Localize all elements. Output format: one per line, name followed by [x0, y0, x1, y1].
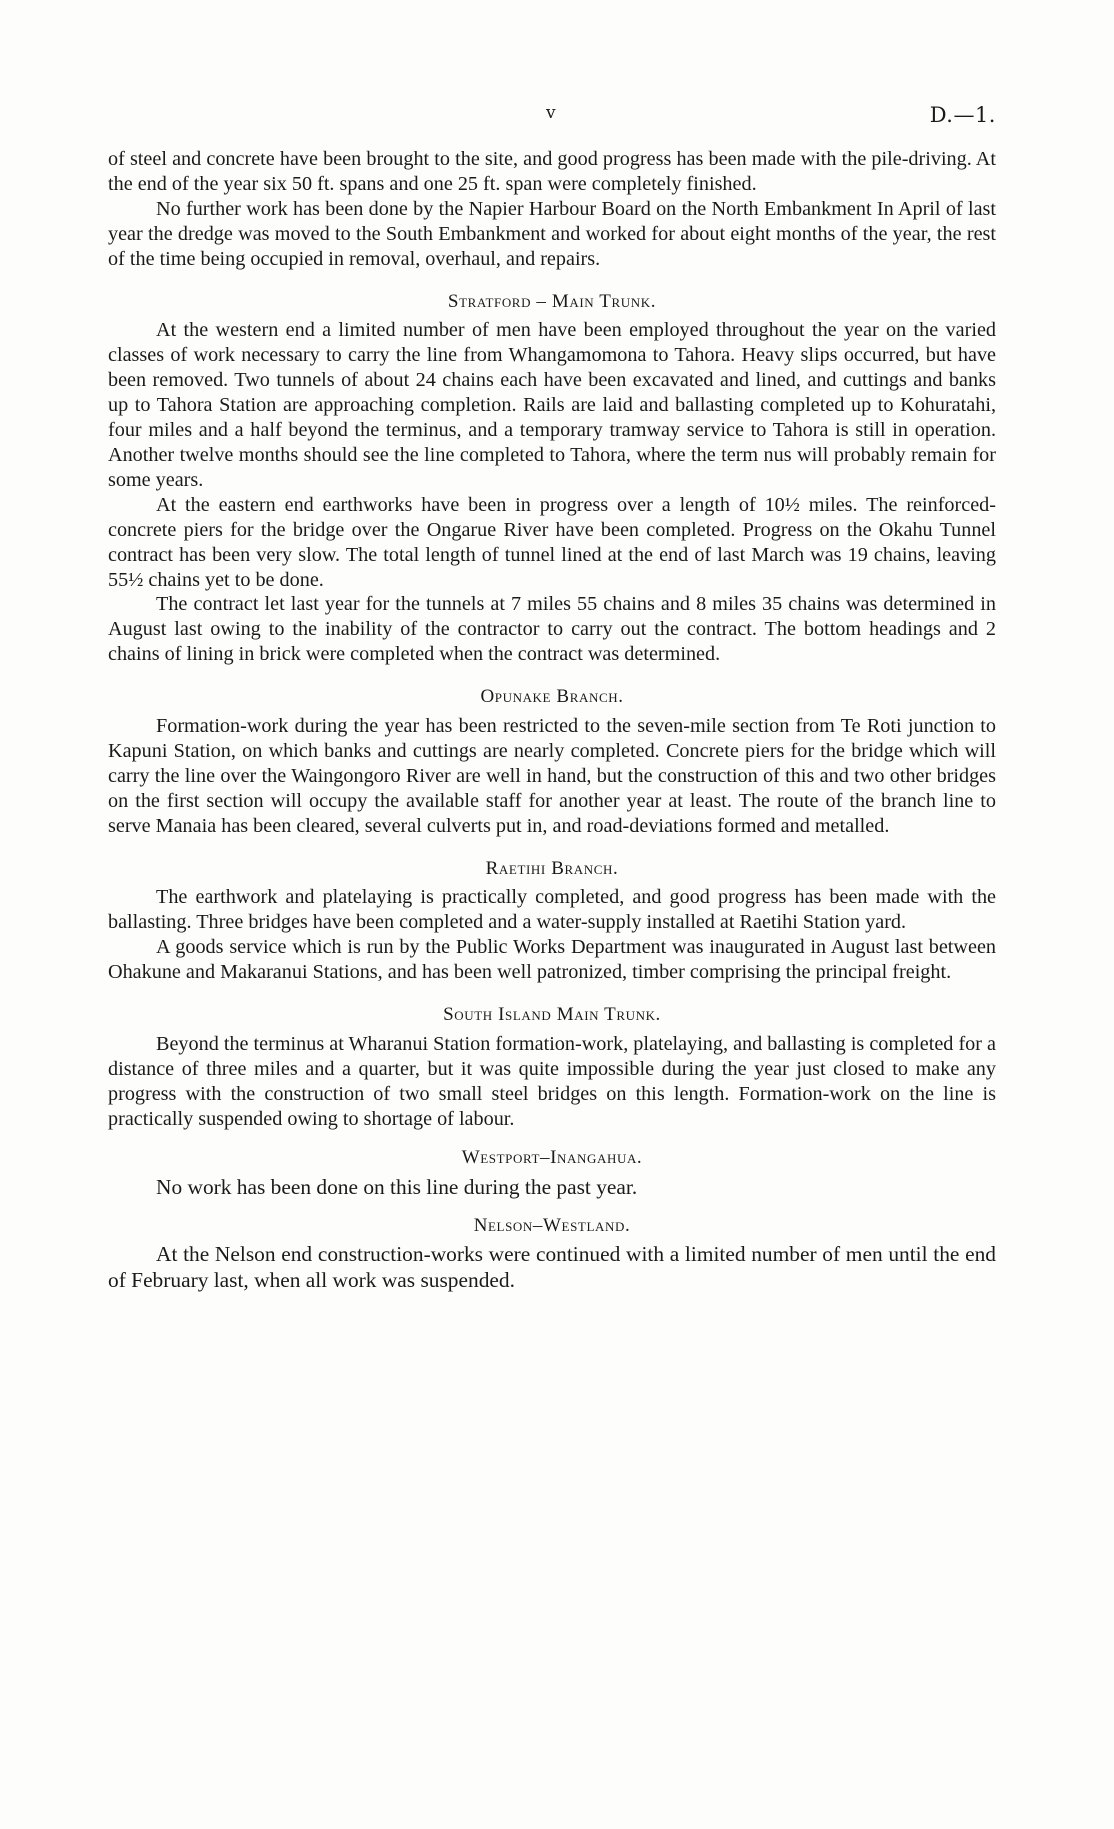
paragraph-nelson: At the Nelson end construction-works were continued with a limited number of men until the end of February last, when all work was suspended. [108, 1242, 996, 1293]
document-reference: D.—1. [929, 103, 996, 127]
paragraph-stratford-eastern: At the eastern end earthworks have been in progress over a length of 10½ miles. The reinforced-concrete piers for the bridge over the Ongarue River have been completed. Progress on the Okahu Tunnel contract has been very slow. The total length of tunnel lined at the end of last March was 19 chains, leaving 55½ chains yet to be done. [108, 493, 996, 591]
section-heading-opunake: Opunake Branch. [480, 686, 624, 708]
paragraph-raetihi-goods-service: A goods service which is run by the Public Works Department was inaugurated in August last between Ohakune and Makaranui Stations, and has been well patronized, timber comprising the principal freight. [108, 936, 996, 984]
body-text [108, 147, 996, 1293]
section-heading-stratford: Stratford – Main Trunk. [447, 290, 657, 312]
paragraph-opunake: Formation-work during the year has been restricted to the seven-mile section from Te Roti junction to Kapuni Station, on which banks and cuttings are nearly completed. Concrete piers for the bridge which will carry the line over the Waingongoro River are well in hand, but the construction of this and two other bridges on the first section will occupy the available staff for another year at least. The route of the branch line to serve Manaia has been cleared, several culverts put in, and road-deviations formed and metalled. [108, 715, 996, 837]
paragraph-westport: No work has been done on this line during the past year. [156, 1174, 638, 1199]
paragraph-stratford-western: At the western end a limited number of men have been employed throughout the year on the varied classes of work necessary to carry the line from Whangamomona to Tahora. Heavy slips occurred, but have been removed. Two tunnels of about 24 chains each have been excavated and lined, and cuttings and banks up to Tahora Station are approaching completion. Rails are laid and ballasting completed up to Kohuratahi, four miles and a half beyond the terminus, and a temporary tramway service to Tahora is still in operation. Another twelve months should see the line completed to Tahora, where the term nus will probably remain for some years. [108, 319, 996, 491]
paragraph-stratford-contract: The contract let last year for the tunnels at 7 miles 55 chains and 8 miles 35 chains was determined in August last owing to the inability of the contractor to carry out the contract. The bottom headings and 2 chains of lining in brick were completed when the contract was determined. [108, 593, 996, 666]
paragraph-raetihi-earthwork: The earthwork and platelaying is practically completed, and good progress has been made with the ballasting. Three bridges have been completed and a water-supply installed at Raetihi Station yard. [108, 886, 996, 934]
section-heading-westport: Westport–Inangahua. [461, 1146, 643, 1168]
page-number: v [546, 103, 556, 123]
section-heading-raetihi: Raetihi Branch. [485, 857, 619, 879]
page-header [0, 103, 1114, 133]
section-heading-nelson: Nelson–Westland. [473, 1214, 631, 1236]
section-heading-south-island: South Island Main Trunk. [443, 1004, 661, 1026]
paragraph-napier-harbour: No further work has been done by the Napier Harbour Board on the North Embankment In April of last year the dredge was moved to the South Embankment and worked for about eight months of the year, the rest of the time being occupied in removal, overhaul, and repairs. [108, 197, 996, 270]
paragraph-continuation: of steel and concrete have been brought to the site, and good progress has been made with the pile-driving. At the end of the year six 50 ft. spans and one 25 ft. span were completely finished. [108, 148, 996, 195]
paragraph-south-island: Beyond the terminus at Wharanui Station formation-work, platelaying, and ballasting is completed for a distance of three miles and a quarter, but it was quite impossible during the year just closed to make any progress with the construction of two small steel bridges on this length. Formation-work on the line is practically suspended owing to shortage of labour. [108, 1033, 996, 1130]
